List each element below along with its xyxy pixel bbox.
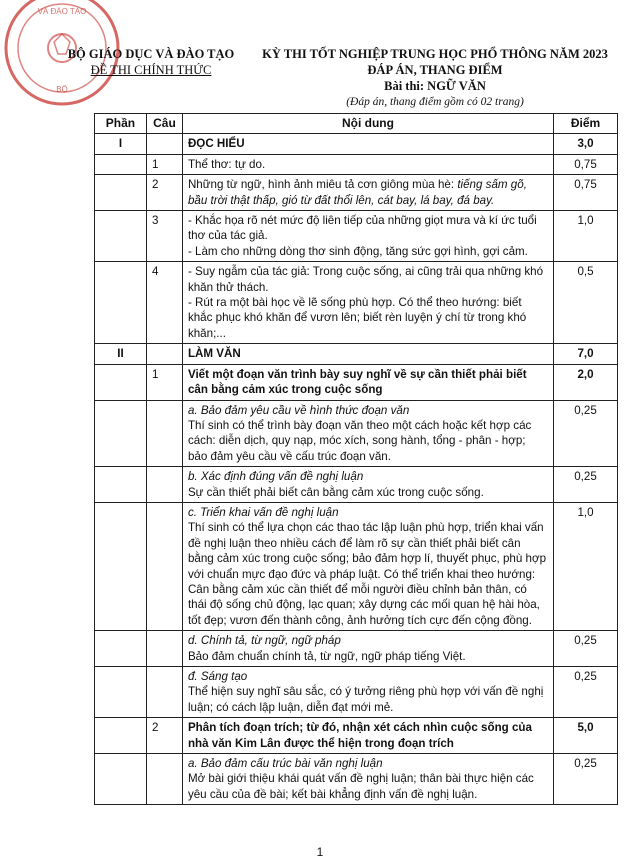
score: 1,0 bbox=[554, 502, 618, 630]
exam-header bbox=[250, 46, 620, 110]
question-number: 2 bbox=[146, 718, 182, 754]
table-row bbox=[95, 262, 618, 344]
table-row bbox=[95, 631, 618, 667]
part-number: I bbox=[95, 134, 147, 154]
question-number: 4 bbox=[146, 262, 182, 344]
answer-key-title: ĐÁP ÁN, THANG ĐIỂM bbox=[367, 63, 503, 77]
answer-text: - Khắc họa rõ nét mức độ liên tiếp của những giọt mưa và kí ức tuổi thơ của tác giả. - Làm cho những dòng thơ sinh động, tăng sức gợi hình, gợi cảm. bbox=[182, 211, 553, 262]
page-count-note: (Đáp án, thang điểm gồm có 02 trang) bbox=[346, 96, 524, 108]
answer-key-table bbox=[94, 113, 618, 805]
table-row bbox=[95, 400, 618, 467]
table-row bbox=[95, 754, 618, 805]
criterion: a. Bảo đảm yêu cầu về hình thức đoạn văn Thí sinh có thể trình bày đoạn văn theo một cách hoặc kết hợp các cách: diễn dịch, quy nạp, móc xích, song hành, tổng - phân - hợp; bảo đảm yêu cầu về cấu trúc đoạn văn. bbox=[182, 400, 553, 467]
part-number: II bbox=[95, 344, 147, 364]
score: 0,25 bbox=[554, 400, 618, 467]
score: 0,75 bbox=[554, 175, 618, 211]
question-number: 2 bbox=[146, 175, 182, 211]
table-row bbox=[95, 502, 618, 630]
table-row bbox=[95, 211, 618, 262]
question-number: 1 bbox=[146, 364, 182, 400]
svg-text:VÀ ĐÀO TẠO: VÀ ĐÀO TẠO bbox=[37, 7, 87, 16]
answer-text: Những từ ngữ, hình ảnh miêu tả cơn giông mùa hè: tiếng sấm gõ, bầu trời thật thấp, gió từ đất thổi lên, cát bay, lá bay, đá bay. bbox=[182, 175, 553, 211]
criterion: b. Xác định đúng vấn đề nghị luận Sự cần thiết phải biết cân bằng cảm xúc trong cuộc sống. bbox=[182, 467, 553, 503]
score: 0,75 bbox=[554, 154, 618, 174]
table-header-row bbox=[95, 114, 618, 134]
table-row bbox=[95, 467, 618, 503]
exam-official-label: ĐỀ THI CHÍNH THỨC bbox=[90, 63, 212, 77]
score: 0,25 bbox=[554, 467, 618, 503]
question-title: Viết một đoạn văn trình bày suy nghĩ về sự cần thiết phải biết cân bằng cảm xúc trong cuộc sống bbox=[182, 364, 553, 400]
question-number: 3 bbox=[146, 211, 182, 262]
subject-title: Bài thi: NGỮ VĂN bbox=[384, 79, 486, 93]
criterion: c. Triển khai vấn đề nghị luận Thí sinh có thể lựa chọn các thao tác lập luận phù hợp, triển khai vấn đề nghị luận theo nhiều cách để làm rõ sự cần thiết phải biết cân bằng cảm xúc trong cuộc sống; bảo đảm hợp lí, thuyết phục, phù hợp với chuẩn mực đạo đức và pháp luật. Có thể triển khai theo hướng: Cân bằng cảm xúc cần thiết để mỗi người điều chỉnh bản thân, có thái độ sống chủ động, lạc quan; xây dựng các mối quan hệ hài hòa, tốt đẹp; vươn đến thành công, ảnh hưởng tích cực đến cộng đồng. bbox=[182, 502, 553, 630]
header-diem: Điểm bbox=[554, 114, 618, 134]
page-number: 1 bbox=[316, 845, 324, 859]
header-phan: Phần bbox=[95, 114, 147, 134]
table-row bbox=[95, 154, 618, 174]
section-score: 7,0 bbox=[554, 344, 618, 364]
section-title: LÀM VĂN bbox=[182, 344, 553, 364]
criterion: d. Chính tả, từ ngữ, ngữ pháp Bảo đảm chuẩn chính tả, từ ngữ, ngữ pháp tiếng Việt. bbox=[182, 631, 553, 667]
score: 0,25 bbox=[554, 667, 618, 718]
ministry-header bbox=[56, 46, 246, 78]
score: 0,5 bbox=[554, 262, 618, 344]
header-noi-dung: Nội dung bbox=[182, 114, 553, 134]
section-score: 3,0 bbox=[554, 134, 618, 154]
score: 5,0 bbox=[554, 718, 618, 754]
table-row bbox=[95, 175, 618, 211]
answer-text: Thể thơ: tự do. bbox=[182, 154, 553, 174]
section-row-doc-hieu bbox=[95, 134, 618, 154]
ministry-name: BỘ GIÁO DỤC VÀ ĐÀO TẠO bbox=[67, 47, 235, 61]
score: 2,0 bbox=[554, 364, 618, 400]
table-row bbox=[95, 667, 618, 718]
section-row-lam-van bbox=[95, 344, 618, 364]
svg-text:BỘ: BỘ bbox=[56, 85, 68, 94]
score: 1,0 bbox=[554, 211, 618, 262]
header-cau: Câu bbox=[146, 114, 182, 134]
section-title: ĐỌC HIỂU bbox=[182, 134, 553, 154]
exam-title: KỲ THI TỐT NGHIỆP TRUNG HỌC PHỔ THÔNG NĂM 2023 bbox=[262, 47, 608, 61]
table-row bbox=[95, 364, 618, 400]
question-number: 1 bbox=[146, 154, 182, 174]
answer-text: - Suy ngẫm của tác giả: Trong cuộc sống, ai cũng trải qua những khó khăn thử thách. - Rút ra một bài học về lẽ sống phù hợp. Có thể theo hướng: biết khắc phục khó khăn để vươn lên; biết rèn luyện ý chí từ trong khó khăn;... bbox=[182, 262, 553, 344]
table-row bbox=[95, 718, 618, 754]
question-title: Phân tích đoạn trích; từ đó, nhận xét cách nhìn cuộc sống của nhà văn Kim Lân được thể hiện trong đoạn trích bbox=[182, 718, 553, 754]
criterion: a. Bảo đảm cấu trúc bài văn nghị luận Mở bài giới thiệu khái quát vấn đề nghị luận; thân bài thực hiện các yêu cầu của đề bài; kết bài khẳng định vấn đề nghị luận. bbox=[182, 754, 553, 805]
criterion: đ. Sáng tạo Thể hiện suy nghĩ sâu sắc, có ý tưởng riêng phù hợp với vấn đề nghị luận; có cách lập luận, diễn đạt mới mẻ. bbox=[182, 667, 553, 718]
score: 0,25 bbox=[554, 754, 618, 805]
score: 0,25 bbox=[554, 631, 618, 667]
